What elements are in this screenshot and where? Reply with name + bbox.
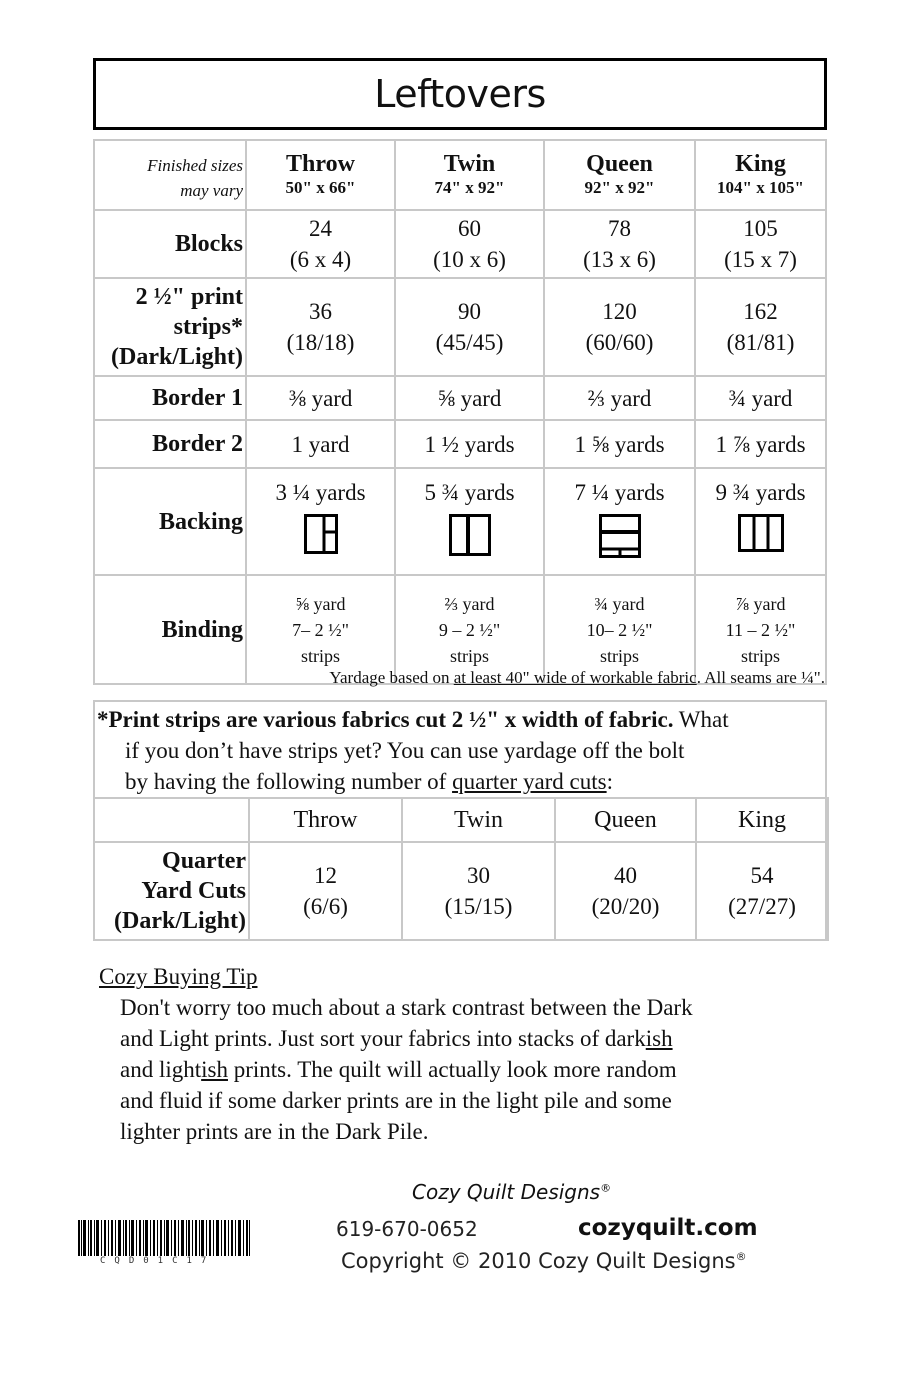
table-row-backing	[94, 468, 826, 575]
table-header-row	[94, 140, 826, 210]
table-cell: ⅝ yard	[395, 376, 544, 420]
empty-corner-cell	[94, 798, 249, 842]
row-label: Quarter Yard Cuts (Dark/Light)	[94, 842, 249, 940]
table-row-quarter-yard-cuts	[94, 842, 828, 940]
title-box	[93, 58, 827, 130]
page-title: Leftovers	[374, 72, 546, 116]
size-header-king: King 104" x 105"	[695, 140, 826, 210]
table-cell: 12 (6/6)	[249, 842, 402, 940]
table-cell: 120 (60/60)	[544, 278, 695, 376]
table-cell: 30 (15/15)	[402, 842, 555, 940]
size-header-queen: Queen	[555, 798, 696, 842]
table-cell: 1 ½ yards	[395, 420, 544, 468]
row-label: Border 1	[94, 376, 246, 420]
row-label: Border 2	[94, 420, 246, 468]
table-cell: 5 ¾ yards	[395, 468, 544, 575]
barcode-icon	[78, 1220, 250, 1256]
corner-label: Finished sizes may vary	[94, 140, 246, 210]
table-header-row	[94, 798, 828, 842]
table-cell: 60 (10 x 6)	[395, 210, 544, 278]
table-cell: 1 ⅞ yards	[695, 420, 826, 468]
table-row-print-strips	[94, 278, 826, 376]
table-cell: ⅔ yard	[544, 376, 695, 420]
website-link[interactable]: cozyquilt.com	[578, 1215, 758, 1241]
row-label: Binding	[94, 575, 246, 684]
table-cell: 54 (27/27)	[696, 842, 828, 940]
table-cell: ⅜ yard	[246, 376, 395, 420]
table-row-border-1	[94, 376, 826, 420]
table-cell: 105 (15 x 7)	[695, 210, 826, 278]
row-label: Blocks	[94, 210, 246, 278]
barcode-number: CQD01C17	[100, 1256, 216, 1266]
backing-3-panel-icon	[738, 514, 784, 552]
size-header-king: King	[696, 798, 828, 842]
table-cell: ⅔ yard 9 – 2 ½" strips	[395, 575, 544, 684]
table-cell: ¾ yard 10– 2 ½" strips	[544, 575, 695, 684]
table-cell: 7 ¼ yards	[544, 468, 695, 575]
tip-heading: Cozy Buying Tip	[99, 964, 258, 989]
table-cell: 3 ¼ yards	[246, 468, 395, 575]
table-cell: ⅝ yard 7– 2 ½" strips	[246, 575, 395, 684]
size-header-twin: Twin 74" x 92"	[395, 140, 544, 210]
table-cell: 1 ⅝ yards	[544, 420, 695, 468]
table-cell: 90 (45/45)	[395, 278, 544, 376]
backing-horizontal-pieced-icon	[599, 514, 641, 558]
print-strips-footnote: *Print strips are various fabrics cut 2 ½" x width of fabric. What if you don’t have strips yet? You can use yardage off the bolt by having the following number of quarter yard cuts:	[97, 707, 729, 794]
table-row-border-2	[94, 420, 826, 468]
phone-number: 619-670-0652	[336, 1217, 478, 1241]
row-label: 2 ½" print strips* (Dark/Light)	[94, 278, 246, 376]
size-table	[93, 139, 827, 685]
table-cell: ⅞ yard 11 – 2 ½" strips	[695, 575, 826, 684]
table-cell: 162 (81/81)	[695, 278, 826, 376]
table-row-blocks	[94, 210, 826, 278]
quarter-yard-section	[93, 700, 827, 941]
size-header-throw: Throw	[249, 798, 402, 842]
buying-tip	[99, 962, 829, 1147]
copyright-notice: Copyright © 2010 Cozy Quilt Designs®	[341, 1249, 747, 1273]
table-cell: 78 (13 x 6)	[544, 210, 695, 278]
yardage-note: Yardage based on at least 40" wide of workable fabric. All seams are ¼".	[329, 668, 825, 687]
brand-name: Cozy Quilt Designs®	[412, 1180, 612, 1204]
tip-body: Don't worry too much about a stark contrast between the Dark and Light prints. Just sort your fabrics into stacks of darkish and lightish prints. The quilt will actually look more random and fluid if some darker prints are in the light pile and some lighter prints are in the Dark Pile.	[120, 995, 693, 1144]
row-label: Backing	[94, 468, 246, 575]
backing-2-panel-icon	[449, 514, 491, 556]
backing-2-panel-pieced-icon	[304, 514, 338, 554]
quarter-yard-table	[93, 797, 829, 941]
table-cell: 40 (20/20)	[555, 842, 696, 940]
size-header-queen: Queen 92" x 92"	[544, 140, 695, 210]
size-header-twin: Twin	[402, 798, 555, 842]
table-cell: 1 yard	[246, 420, 395, 468]
table-cell: 24 (6 x 4)	[246, 210, 395, 278]
table-cell: 36 (18/18)	[246, 278, 395, 376]
table-cell: 9 ¾ yards	[695, 468, 826, 575]
size-header-throw: Throw 50" x 66"	[246, 140, 395, 210]
table-cell: ¾ yard	[695, 376, 826, 420]
fabric-width-emphasis: at least 40" wide of workable fabric	[453, 668, 697, 687]
